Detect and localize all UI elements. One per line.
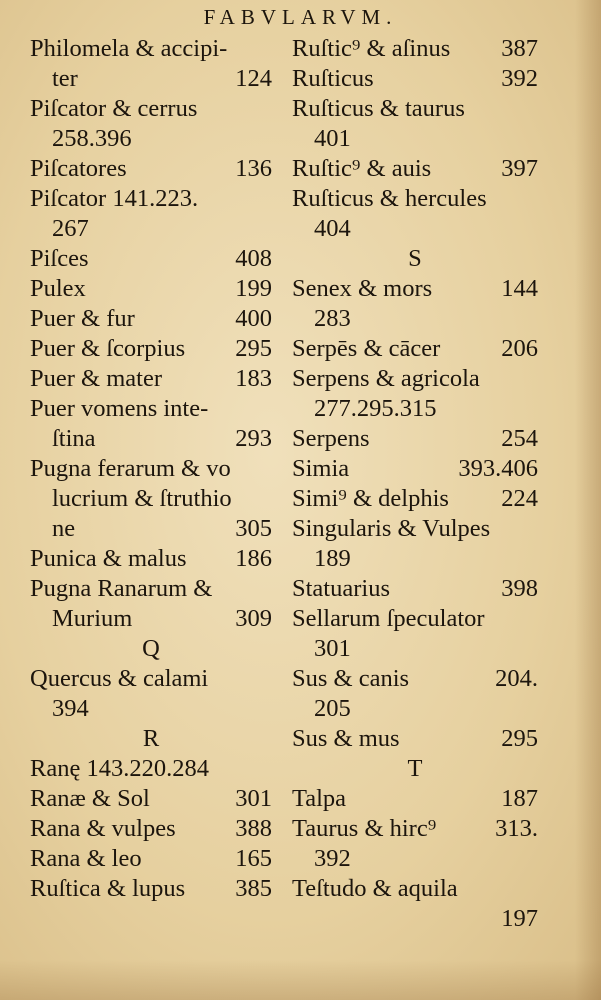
index-entry (292, 724, 538, 754)
index-entry (30, 334, 272, 364)
index-entry-text: Statuarius (292, 575, 390, 602)
index-entry (30, 814, 272, 844)
index-column-left (30, 34, 272, 904)
index-entry (30, 754, 272, 784)
index-entry-text: Piſcator & cerrus (30, 95, 198, 122)
index-entry (30, 544, 272, 574)
index-entry-text: Philomela & accipi- (30, 35, 228, 62)
index-entry-page: 397 (501, 155, 538, 182)
index-entry (30, 784, 272, 814)
running-header: FABVLARVM. (203, 5, 398, 29)
page-bottom-shadow (0, 960, 601, 1000)
index-letter-heading (292, 754, 538, 784)
index-entry-text: Punica & malus (30, 545, 187, 572)
index-entry-text: Serpens (292, 425, 370, 452)
index-entry-page: 254 (501, 425, 538, 452)
index-entry (292, 904, 538, 934)
index-entry-text: ter (52, 65, 78, 92)
index-entry-page: 313. (495, 815, 538, 842)
index-entry (30, 574, 272, 604)
index-entry-page: 204. (495, 665, 538, 692)
index-entry-text: 258.396 (52, 125, 132, 152)
index-entry-page: 408 (235, 245, 272, 272)
index-entry (30, 664, 272, 694)
letter-heading-text: S (408, 245, 422, 272)
index-entry (30, 874, 272, 904)
index-entry (292, 184, 538, 214)
index-entry-text: 401 (314, 125, 351, 152)
index-entry (292, 34, 538, 64)
index-entry (30, 454, 272, 484)
index-entry-text: 394 (52, 695, 89, 722)
letter-heading-text: T (407, 755, 423, 782)
index-entry-text: 205 (314, 695, 351, 722)
index-entry-text: Puer & fur (30, 305, 135, 332)
index-entry-page: 183 (235, 365, 272, 392)
index-entry-text: Murium (52, 605, 133, 632)
index-entry (30, 244, 272, 274)
index-entry (292, 574, 538, 604)
index-entry-text: Piſcator 141.223. (30, 185, 199, 212)
index-entry-text: Rana & vulpes (30, 815, 176, 842)
index-entry-text: Ruſticus & hercules (292, 185, 487, 212)
index-entry-text: Puer & mater (30, 365, 162, 392)
index-entry-text: Simi⁹ & delphis (292, 485, 449, 512)
index-entry-text: Simia (292, 455, 350, 482)
page-edge-shadow (575, 0, 601, 1000)
index-column-right (292, 34, 538, 934)
index-entry-page: 144 (501, 275, 538, 302)
index-entry (292, 454, 538, 484)
index-entry (292, 874, 538, 904)
index-entry-text: Ruſtic⁹ & aſinus (292, 35, 451, 62)
index-entry-page: 206 (501, 335, 538, 362)
index-entry-page: 387 (501, 35, 538, 62)
index-entry (292, 124, 538, 154)
index-entry-text: Puer vomens inte- (30, 395, 209, 422)
index-entry (30, 64, 272, 94)
index-entry (30, 694, 272, 724)
index-entry-text: Ruſticus & taurus (292, 95, 465, 122)
index-entry-text: Rana & leo (30, 845, 142, 872)
index-entry (30, 34, 272, 64)
index-entry-text: 392 (314, 845, 351, 872)
index-entry-text: Pugna Ranarum & (30, 575, 213, 602)
index-entry-page: 305 (235, 515, 272, 542)
index-entry-text: Pugna ferarum & vo (30, 455, 231, 482)
index-entry-page: 398 (501, 575, 538, 602)
index-entry (292, 844, 538, 874)
index-entry-text: 189 (314, 545, 351, 572)
index-entry-text: Ranæ & Sol (30, 785, 150, 812)
index-entry-text: 277.295.315 (314, 395, 437, 422)
index-entry-text: Singularis & Vulpes (292, 515, 491, 542)
letter-heading-text: Q (142, 635, 160, 662)
index-entry-page: 186 (235, 545, 272, 572)
index-entry (292, 784, 538, 814)
index-entry (292, 304, 538, 334)
index-entry-text: Puer & ſcorpius (30, 335, 186, 362)
index-entry (30, 604, 272, 634)
index-entry-text: Sus & mus (292, 725, 400, 752)
index-entry (30, 214, 272, 244)
index-entry-text: Ruſtica & lupus (30, 875, 186, 902)
index-entry (292, 94, 538, 124)
index-entry (292, 484, 538, 514)
index-entry-page: 295 (501, 725, 538, 752)
index-entry-text: 267 (52, 215, 89, 242)
index-entry (30, 184, 272, 214)
index-entry (292, 64, 538, 94)
index-entry-page: 309 (235, 605, 272, 632)
index-entry-page: 385 (235, 875, 272, 902)
index-entry-text: ne (52, 515, 76, 542)
index-entry-page: 224 (501, 485, 538, 512)
index-entry (30, 274, 272, 304)
index-entry (292, 604, 538, 634)
index-entry-text: Taurus & hirc⁹ (292, 815, 437, 842)
index-entry-text: ſtina (52, 425, 96, 452)
index-entry-text: Senex & mors (292, 275, 433, 302)
index-entry (292, 334, 538, 364)
index-entry-page: 293 (235, 425, 272, 452)
index-entry-text: Serpēs & cācer (292, 335, 441, 362)
index-entry (292, 814, 538, 844)
index-entry (30, 124, 272, 154)
index-entry-page: 388 (235, 815, 272, 842)
index-entry-text: Piſces (30, 245, 89, 272)
index-entry-text: Ruſtic⁹ & auis (292, 155, 432, 182)
index-entry-text: Pulex (30, 275, 86, 302)
index-entry (292, 424, 538, 454)
index-entry-page: 393.406 (458, 455, 538, 482)
index-entry (30, 424, 272, 454)
index-entry (30, 94, 272, 124)
index-entry-text: 404 (314, 215, 351, 242)
index-letter-heading (292, 244, 538, 274)
index-entry (292, 694, 538, 724)
index-entry (292, 634, 538, 664)
index-entry-page: 124 (235, 65, 272, 92)
index-entry-text: 301 (314, 635, 351, 662)
index-entry-text: Ruſticus (292, 65, 374, 92)
index-entry-page: 197 (501, 905, 538, 932)
index-entry (30, 484, 272, 514)
index-entry (292, 664, 538, 694)
index-entry (292, 274, 538, 304)
index-entry-page: 136 (235, 155, 272, 182)
index-entry (292, 394, 538, 424)
index-entry (30, 304, 272, 334)
index-entry-page: 199 (235, 275, 272, 302)
index-entry-text: lucrium & ſtruthio (52, 485, 232, 512)
index-entry-page: 301 (235, 785, 272, 812)
index-entry-text: Talpa (292, 785, 347, 812)
letter-heading-text: R (142, 725, 160, 752)
index-entry (30, 844, 272, 874)
index-entry-text: Teſtudo & aquila (292, 875, 458, 902)
index-entry-page: 295 (235, 335, 272, 362)
index-entry (292, 154, 538, 184)
index-entry-text: Ranę 143.220.284 (30, 755, 209, 782)
index-entry-text: Quercus & calami (30, 665, 209, 692)
index-entry-text: Serpens & agricola (292, 365, 480, 392)
index-entry (292, 214, 538, 244)
index-entry-page: 392 (501, 65, 538, 92)
index-entry-text: Piſcatores (30, 155, 127, 182)
index-entry (292, 514, 538, 544)
index-entry-text: Sellarum ſpeculator (292, 605, 485, 632)
index-entry (30, 364, 272, 394)
index-entry (292, 544, 538, 574)
index-letter-heading (30, 724, 272, 754)
index-entry-text: Sus & canis (292, 665, 410, 692)
index-letter-heading (30, 634, 272, 664)
index-entry-page: 165 (235, 845, 272, 872)
index-entry (30, 394, 272, 424)
index-entry (30, 154, 272, 184)
index-entry (30, 514, 272, 544)
index-entry-text: 283 (314, 305, 351, 332)
index-entry-page: 187 (501, 785, 538, 812)
index-entry-page: 400 (235, 305, 272, 332)
index-entry (292, 364, 538, 394)
